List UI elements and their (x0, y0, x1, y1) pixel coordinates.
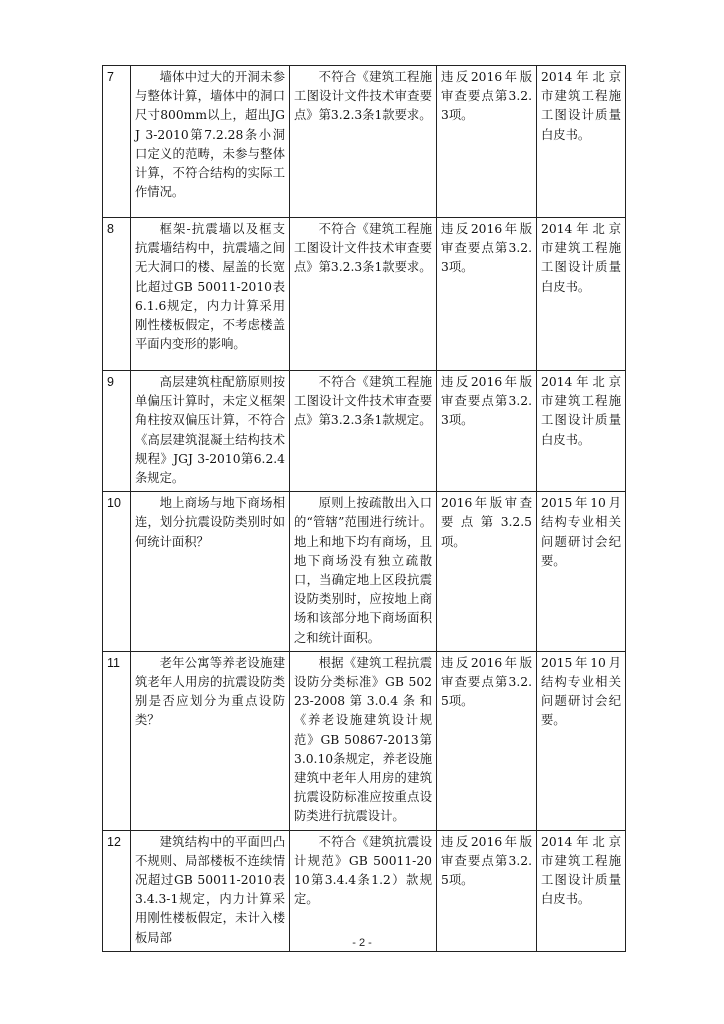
issue-description: 高层建筑柱配筋原则按单偏压计算时，未定义框架角柱按双偏压计算，不符合《高层建筑混凝土结构技术规程》JGJ 3-2010第6.2.4条规定。 (131, 371, 290, 492)
issue-description: 墙体中过大的开洞未参与整体计算，墙体中的洞口尺寸800mm以上，超出JGJ 3-2010第7.2.28条小洞口定义的范畴，未参与整体计算，不符合结构的实际工作情况。 (131, 66, 290, 218)
review-basis: 不符合《建筑工程施工图设计文件技术审查要点》第3.2.3条1款规定。 (290, 371, 437, 492)
table-row (103, 66, 626, 218)
review-basis: 不符合《建筑工程施工图设计文件技术审查要点》第3.2.3条1款要求。 (290, 218, 437, 371)
review-basis: 不符合《建筑抗震设计规范》GB 50011-2010第3.4.4条1.2）款规定。 (290, 830, 437, 951)
review-reference: 违反2016年版审查要点第3.2.5项。 (437, 830, 537, 951)
table-row (103, 371, 626, 492)
review-basis: 根据《建筑工程抗震设防分类标准》GB 50223-2008第3.0.4条和《养老设施建筑设计规范》GB 50867-2013第3.0.10条规定，养老设施建筑中老年人用房的建筑抗震设防标准应按重点设防类进行抗震设计。 (290, 651, 437, 830)
row-number-cell (103, 371, 131, 492)
issue-source: 2015年10月结构专业相关问题研讨会纪要。 (537, 651, 626, 830)
review-issues-table (102, 65, 626, 952)
issue-description: 建筑结构中的平面凹凸不规则、局部楼板不连续情况超过GB 50011-2010表3.4.3-1规定，内力计算采用刚性楼板假定，未计入楼板局部 (131, 830, 290, 951)
issue-description: 老年公寓等养老设施建筑老年人用房的抗震设防类别是否应划分为重点设防类？ (131, 651, 290, 830)
row-number-cell (103, 651, 131, 830)
row-number: 8 (107, 222, 114, 236)
review-basis: 原则上按疏散出入口的“管辖”范围进行统计。地上和地下均有商场，且地下商场没有独立疏散口，当确定地上区段抗震设防类别时，应按地上商场和该部分地下商场面积之和统计面积。 (290, 492, 437, 652)
table-row (103, 492, 626, 652)
table-row (103, 830, 626, 951)
table-row (103, 218, 626, 371)
row-number: 7 (107, 70, 114, 84)
issue-description: 框架-抗震墙以及框支抗震墙结构中，抗震墙之间无大洞口的楼、屋盖的长宽比超过GB 50011-2010表6.1.6规定，内力计算采用刚性楼板假定，不考虑楼盖平面内变形的影响。 (131, 218, 290, 371)
row-number: 11 (107, 655, 120, 670)
row-number: 10 (107, 496, 121, 511)
review-reference: 2016年版审查要点第3.2.5项。 (437, 492, 537, 652)
row-number-cell (103, 66, 131, 218)
page-number: - 2 - (352, 937, 372, 949)
review-reference: 违反2016年版审查要点第3.2.5项。 (437, 651, 537, 830)
review-reference: 违反2016年版审查要点第3.2.3项。 (437, 218, 537, 371)
issue-source: 2014年北京市建筑工程施工图设计质量白皮书。 (537, 66, 626, 218)
row-number: 12 (107, 834, 121, 849)
review-reference: 违反2016年版审查要点第3.2.3项。 (437, 371, 537, 492)
row-number-cell (103, 218, 131, 371)
review-basis: 不符合《建筑工程施工图设计文件技术审查要点》第3.2.3条1款要求。 (290, 66, 437, 218)
issue-source: 2014年北京市建筑工程施工图设计质量白皮书。 (537, 218, 626, 371)
row-number: 9 (107, 375, 114, 389)
issue-source: 2014年北京市建筑工程施工图设计质量白皮书。 (537, 830, 626, 951)
table-row (103, 651, 626, 830)
row-number-cell (103, 830, 131, 951)
issue-description: 地上商场与地下商场相连，划分抗震设防类别时如何统计面积？ (131, 492, 290, 652)
row-number-cell (103, 492, 131, 652)
issue-source: 2014年北京市建筑工程施工图设计质量白皮书。 (537, 371, 626, 492)
review-reference: 违反2016年版审查要点第3.2.3项。 (437, 66, 537, 218)
issue-source: 2015年10月结构专业相关问题研讨会纪要。 (537, 492, 626, 652)
